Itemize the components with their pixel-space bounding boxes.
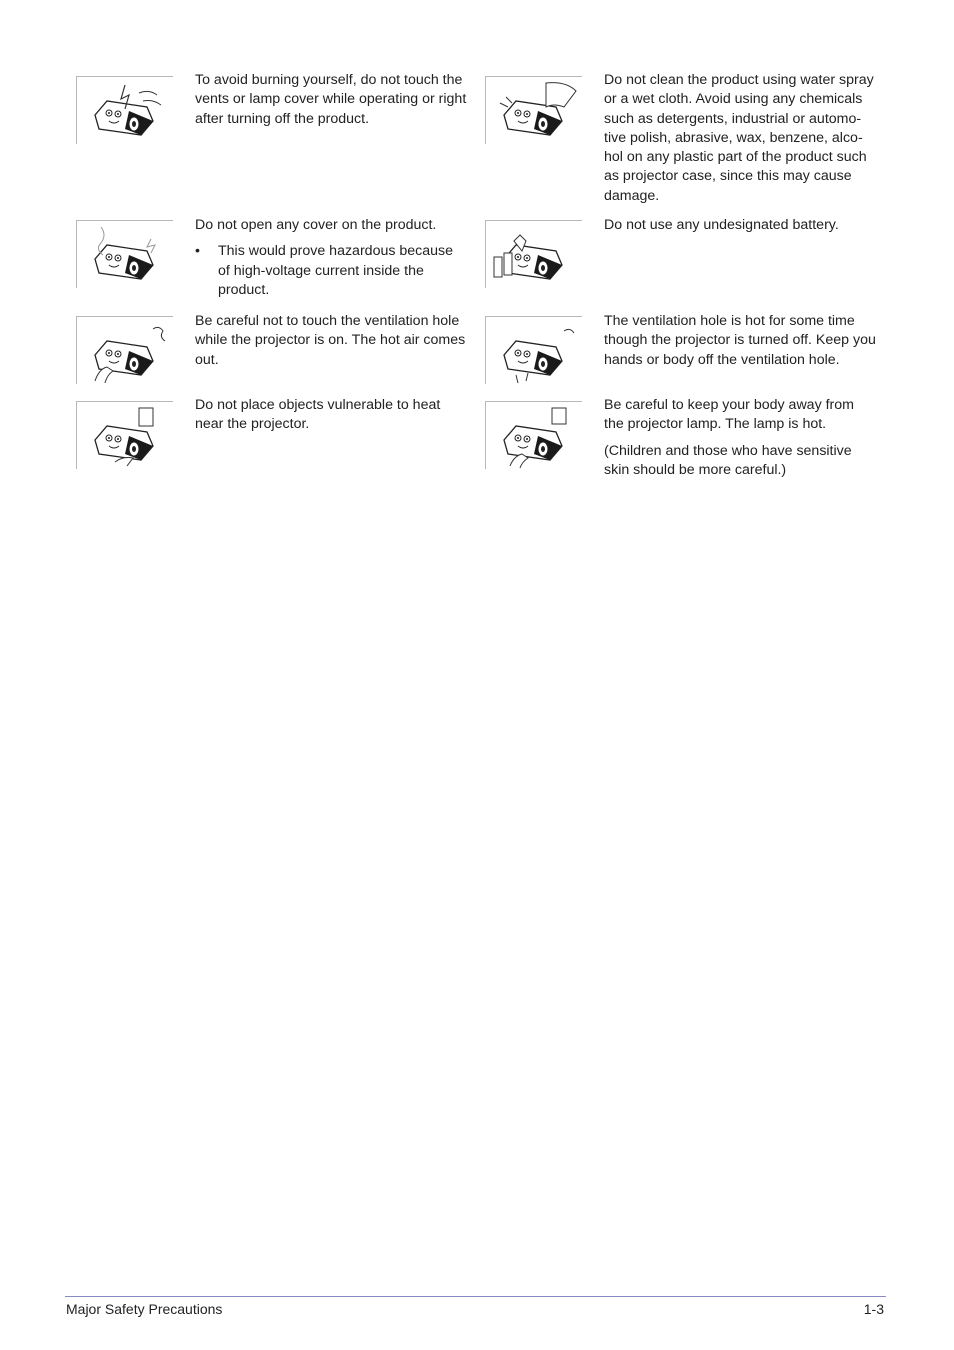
precaution-text: The ventilation hole is hot for some time though the projector is turned off. Keep you hands or body off the ventilation hole. (604, 313, 876, 368)
open-cover-warning-icon (76, 220, 173, 288)
precaution-text: To avoid burning yourself, do not touch the vents or lamp cover while operating or right after turning off the product. (195, 72, 467, 127)
precaution-text: Do not clean the product using water spray or a wet cloth. Avoid using any chemicals such as detergents, industrial or automo-tive polish, abrasive, wax, benzene, alco-hol on any plastic part of the product such as projector case, since this may cause damage. (604, 72, 874, 204)
precaution-text: Do not open any cover on the product. • This would prove hazardous because of high-voltage current inside the product. (195, 216, 467, 300)
hot-vent-warning-icon (76, 76, 173, 144)
bullet-dot: • (195, 243, 200, 260)
precaution-text: Do not use any undesignated battery. (604, 217, 839, 233)
hot-lamp-warning-icon (485, 401, 582, 469)
footer-divider (65, 1296, 886, 1297)
footer-section-title: Major Safety Precautions (66, 1301, 223, 1317)
ventilation-hot-after-off-icon (485, 316, 582, 384)
ventilation-hole-hand-icon (76, 316, 173, 384)
battery-warning-icon (485, 220, 582, 288)
bullet-item: • This would prove hazardous because of high-voltage current inside the product. (195, 243, 454, 298)
water-spray-cleaning-warning-icon (485, 76, 582, 144)
precaution-text: Be careful to keep your body away from the projector lamp. The lamp is hot. (Children and those who have sensitive skin should be more careful.) (604, 397, 854, 478)
footer-page-number: 1-3 (863, 1301, 884, 1317)
precaution-text: Do not place objects vulnerable to heat near the projector. (195, 397, 441, 433)
heat-vulnerable-objects-icon (76, 401, 173, 469)
precaution-text: Be careful not to touch the ventilation hole while the projector is on. The hot air comes out. (195, 313, 466, 368)
